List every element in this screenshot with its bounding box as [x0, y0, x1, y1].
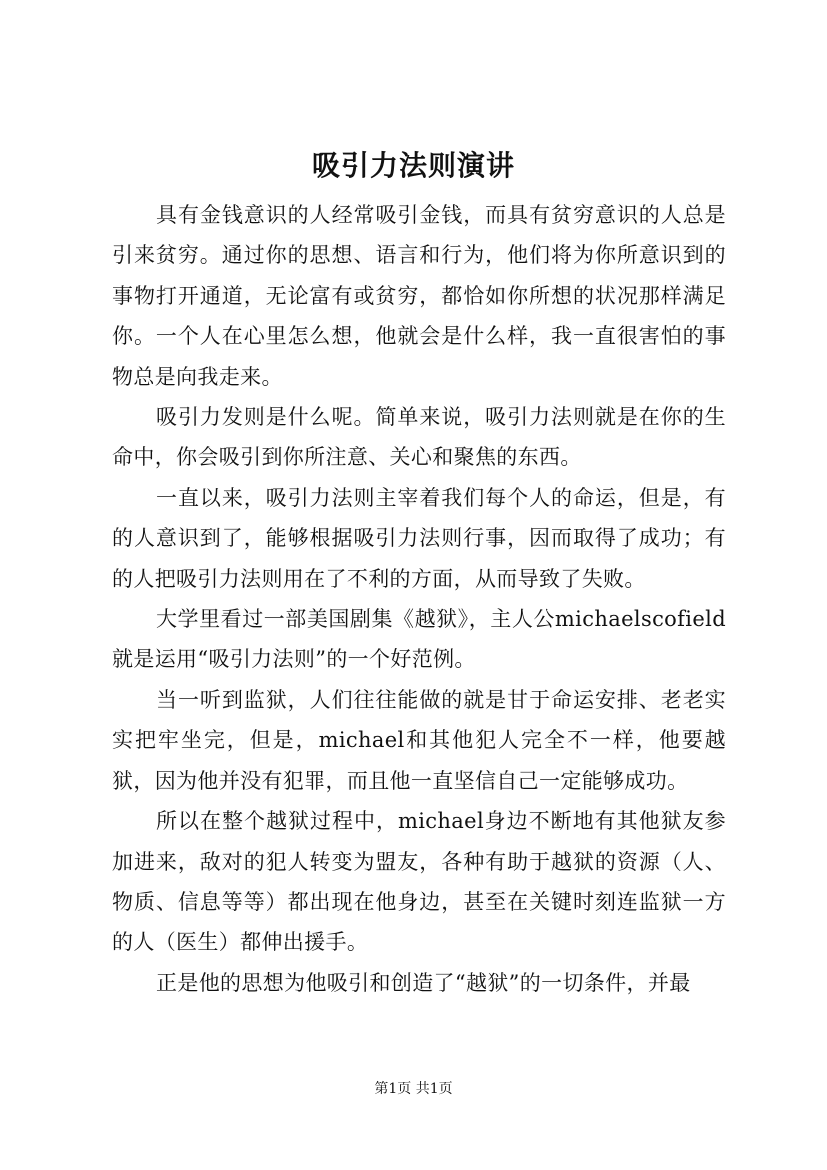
paragraph-2: 吸引力发则是什么呢。简单来说，吸引力法则就是在你的生命中，你会吸引到你所注意、关心和聚焦的东西。: [112, 405, 726, 470]
document-title: 吸引力法则演讲: [311, 149, 515, 182]
paragraph-6: 所以在整个越狱过程中，michael身边不断地有其他狱友参加进来，敌对的犯人转变为盟友，各种有助于越狱的资源（人、物质、信息等等）都出现在他身边，甚至在关键时刻连监狱一方的人（医生）都伸出援手。: [112, 809, 726, 955]
paragraph-4: 大学里看过一部美国剧集《越狱》，主人公michaelscofield就是运用“吸引力法则”的一个好范例。: [112, 607, 726, 672]
page-footer: 第1页 共1页: [374, 1081, 453, 1097]
paragraph-1: 具有金钱意识的人经常吸引金钱，而具有贫穷意识的人总是引来贫穷。通过你的思想、语言和行为，他们将为你所意识到的事物打开通道，无论富有或贫穷，都恰如你所想的状况那样满足你。一个人在心里怎么想，他就会是什么样，我一直很害怕的事物总是向我走来。: [112, 203, 726, 389]
document-body: [112, 195, 726, 1003]
paragraph-7: 正是他的思想为他吸引和创造了“越狱”的一切条件，并最: [156, 970, 691, 995]
paragraph-3: 一直以来，吸引力法则主宰着我们每个人的命运，但是，有的人意识到了，能够根据吸引力法则行事，因而取得了成功；有的人把吸引力法则用在了不利的方面，从而导致了失败。: [112, 485, 726, 591]
paragraph-5: 当一听到监狱，人们往往能做的就是甘于命运安排、老老实实把牢坐完，但是，michael和其他犯人完全不一样，他要越狱，因为他并没有犯罪，而且他一直坚信自己一定能够成功。: [112, 687, 726, 793]
